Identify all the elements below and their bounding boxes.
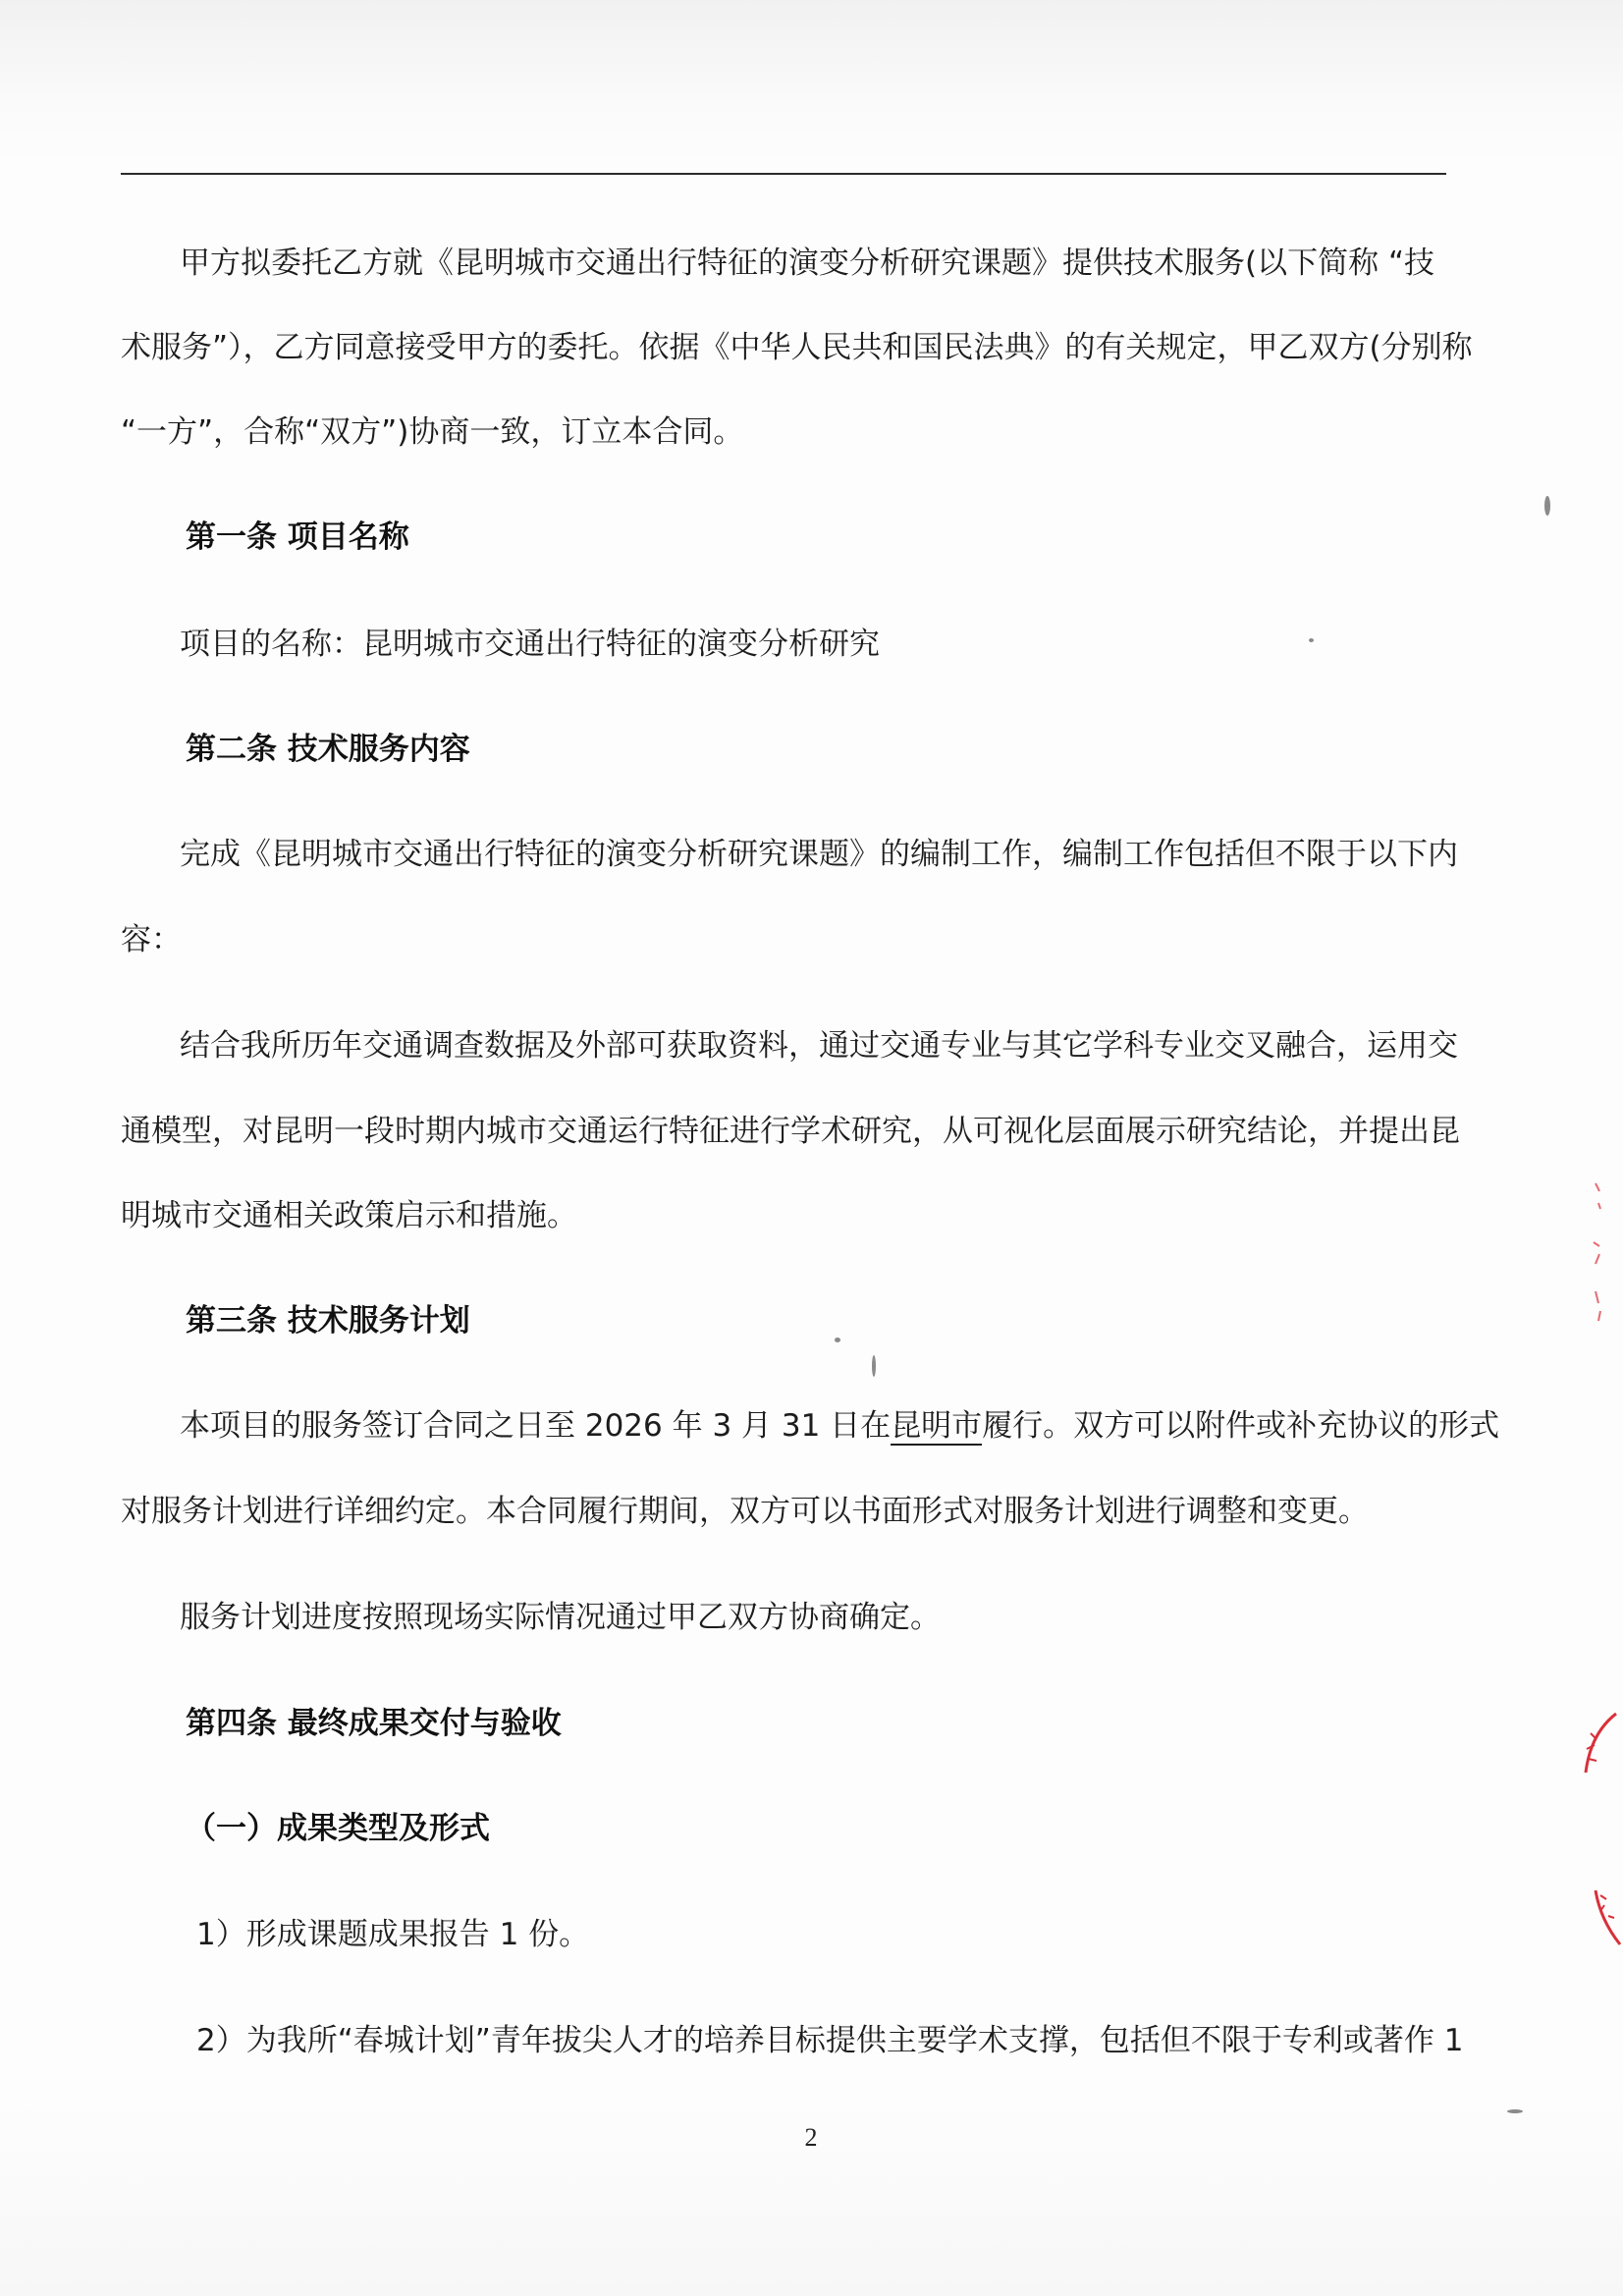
page-number: 2 <box>804 2123 818 2152</box>
scan-shadow-top <box>0 0 1623 167</box>
scan-speck <box>835 1338 840 1342</box>
article-2-heading: 第二条 技术服务内容 <box>186 732 470 767</box>
article-2-detail-line-2: 通模型，对昆明一段时期内城市交通运行特征进行学术研究，从可视化层面展示研究结论，并提出昆 <box>121 1114 1460 1149</box>
seal-stamp-fragment-upper <box>1556 1174 1615 1429</box>
article-3-body-line-1-c: 履行。双方可以附件或补充协议的形式 <box>982 1408 1500 1444</box>
scan-speck <box>1507 2109 1523 2113</box>
article-4-item-1: 1）形成课题成果报告 1 份。 <box>196 1917 590 1952</box>
article-2-body-line-1: 完成《昆明城市交通出行特征的演变分析研究课题》的编制工作，编制工作包括但不限于以下内 <box>180 837 1458 872</box>
intro-line-1: 甲方拟委托乙方就《昆明城市交通出行特征的演变分析研究课题》提供技术服务(以下简称 “技 <box>180 246 1435 281</box>
seal-stamp-fragment-lower <box>1561 1694 1623 1989</box>
article-3-body-line-1-a: 本项目的服务签订合同之日至 2026 年 3 月 31 日在 <box>180 1408 892 1444</box>
article-3-body-line-1 <box>180 1406 1499 1446</box>
article-3-heading: 第三条 技术服务计划 <box>186 1303 470 1339</box>
article-1-body: 项目的名称：昆明城市交通出行特征的演变分析研究 <box>180 627 880 662</box>
article-4-subheading-1: （一）成果类型及形式 <box>186 1811 490 1846</box>
scan-speck <box>872 1355 876 1377</box>
scan-speck <box>1544 496 1550 516</box>
scan-speck <box>1309 638 1314 642</box>
article-2-detail-line-1: 结合我所历年交通调查数据及外部可获取资料，通过交通专业与其它学科专业交叉融合，运用交 <box>180 1028 1458 1064</box>
intro-line-2: 术服务”），乙方同意接受甲方的委托。依据《中华人民共和国民法典》的有关规定，甲乙双方(分别称 <box>121 330 1473 365</box>
article-3-body-2: 服务计划进度按照现场实际情况通过甲乙双方协商确定。 <box>180 1600 941 1635</box>
article-4-heading: 第四条 最终成果交付与验收 <box>186 1706 562 1741</box>
article-2-detail-line-3: 明城市交通相关政策启示和措施。 <box>121 1198 577 1233</box>
intro-line-3: “一方”，合称“双方”)协商一致，订立本合同。 <box>121 414 744 450</box>
article-4-item-2: 2）为我所“春城计划”青年拔尖人才的培养目标提供主要学术支撑，包括但不限于专利或著作 1 <box>196 2023 1464 2058</box>
article-1-heading: 第一条 项目名称 <box>186 519 409 555</box>
article-3-location: 昆明市 <box>891 1408 983 1444</box>
article-3-body-line-2: 对服务计划进行详细约定。本合同履行期间，双方可以书面形式对服务计划进行调整和变更。 <box>121 1494 1369 1529</box>
article-2-body-line-2: 容： <box>121 922 182 957</box>
header-rule <box>121 173 1446 175</box>
